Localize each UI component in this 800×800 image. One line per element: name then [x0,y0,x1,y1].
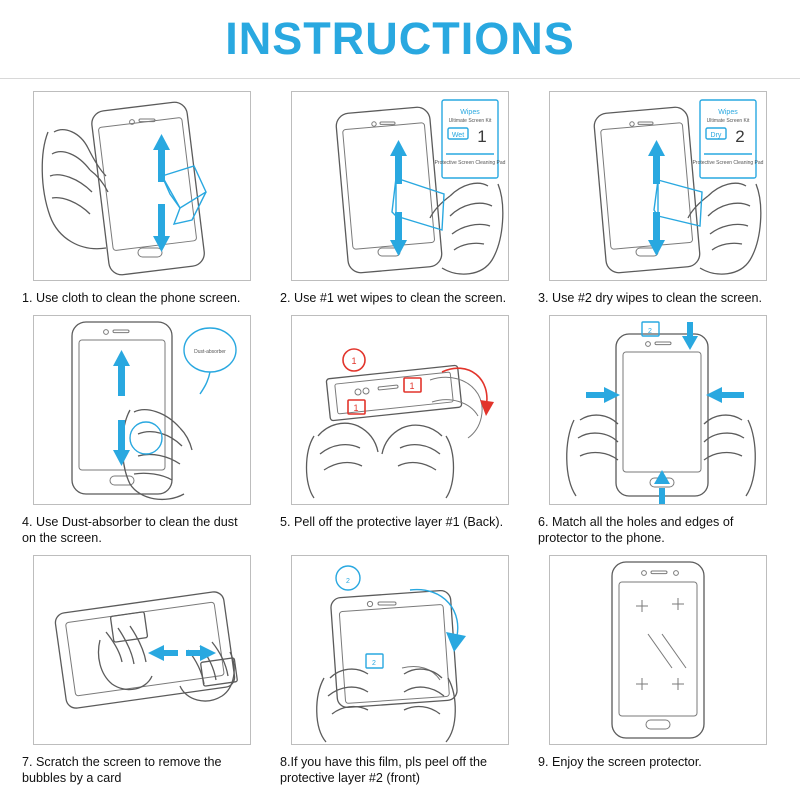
step-1 [18,91,266,313]
step-4-caption: 4. Use Dust-absorber to clean the dust on the screen. [22,514,238,545]
step-1-caption: 1. Use cloth to clean the phone screen. [22,291,241,305]
svg-text:Ultimate Screen Kit: Ultimate Screen Kit [706,118,750,124]
page-title: INSTRUCTIONS [225,13,575,64]
svg-text:1: 1 [351,355,357,366]
hands-icon [317,669,456,742]
left-arrow-icon [586,387,620,403]
up-arrow-icon [390,140,407,184]
phone-icon [330,589,457,707]
svg-text:1: 1 [409,380,415,391]
hand-icon [688,183,761,274]
up-arrow-icon [113,350,130,396]
svg-text:Protective Screen Cleaning Pad: Protective Screen Cleaning Pad [692,160,764,166]
dust-absorber-sticker-icon [184,328,236,394]
step-9-illustration [549,555,767,745]
hand-icon [42,130,108,249]
svg-text:2: 2 [346,577,350,585]
wipe-packet-icon [435,100,506,178]
right-arrow-icon [706,387,744,403]
step-5 [276,315,524,553]
up-arrow-icon [648,140,665,184]
svg-text:2: 2 [372,659,376,667]
hands-icon [307,423,454,498]
svg-text:1: 1 [477,127,487,146]
down-arrow-icon [113,420,130,466]
step-8-caption: 8.If you have this film, pls peel off the protective layer #2 (front) [280,754,487,785]
step-9-caption: 9. Enjoy the screen protector. [538,754,702,769]
hand-icon [123,409,193,499]
packet-title: Wipes [460,109,480,116]
step-5-caption: 5. Pell off the protective layer #1 (Back). [280,514,504,529]
svg-text:Protective Screen Cleaning Pad: Protective Screen Cleaning Pad [434,160,506,166]
step-8 [276,555,524,793]
step-6-caption: 6. Match all the holes and edges of protector to the phone. [538,514,734,545]
step-4-illustration [33,315,251,505]
phone-icon [335,106,443,274]
step-3-illustration [549,91,767,281]
down-arrow-icon [153,204,170,252]
tab-label-1-icon [343,349,421,414]
step-3-caption: 3. Use #2 dry wipes to clean the screen. [538,291,763,305]
step-6-illustration [549,315,767,505]
title-bar [0,0,800,79]
step-5-illustration [291,315,509,505]
step-9 [534,555,782,793]
svg-text:Dust-absorber: Dust-absorber [194,348,226,355]
hand-icon [430,183,503,274]
phone-icon [612,562,704,738]
step-4 [18,315,266,553]
phone-icon [593,106,701,274]
svg-text:2: 2 [735,127,745,146]
top-arrow-icon [682,322,698,350]
step-2-illustration [291,91,509,281]
svg-text:Ultimate Screen Kit: Ultimate Screen Kit [448,118,492,124]
phone-icon [72,322,172,494]
step-1-illustration [33,91,251,281]
svg-text:2: 2 [648,327,652,335]
left-arrow-icon [148,645,178,661]
step-2 [276,91,524,313]
step-7-illustration [33,555,251,745]
tab-label-2-icon [336,566,383,668]
svg-text:Dry: Dry [710,132,722,139]
steps-grid [0,79,800,793]
sparkle-icon [636,598,686,690]
step-7-caption: 7. Scratch the screen to remove the bubbles by a card [22,754,222,785]
step-7 [18,555,266,793]
down-arrow-icon [648,212,665,256]
peel-arrow-icon [410,589,466,651]
step-6 [534,315,782,553]
right-arrow-icon [186,645,216,661]
svg-text:Wipes: Wipes [718,109,738,116]
phone-icon [90,101,205,276]
step-2-caption: 2. Use #1 wet wipes to clean the screen. [280,291,507,305]
wipe-packet-icon [693,100,764,178]
step-8-illustration [291,555,509,745]
step-3 [534,91,782,313]
svg-text:Wet: Wet [451,132,465,139]
screen-protector-icon [326,365,462,421]
svg-text:1: 1 [353,402,359,413]
